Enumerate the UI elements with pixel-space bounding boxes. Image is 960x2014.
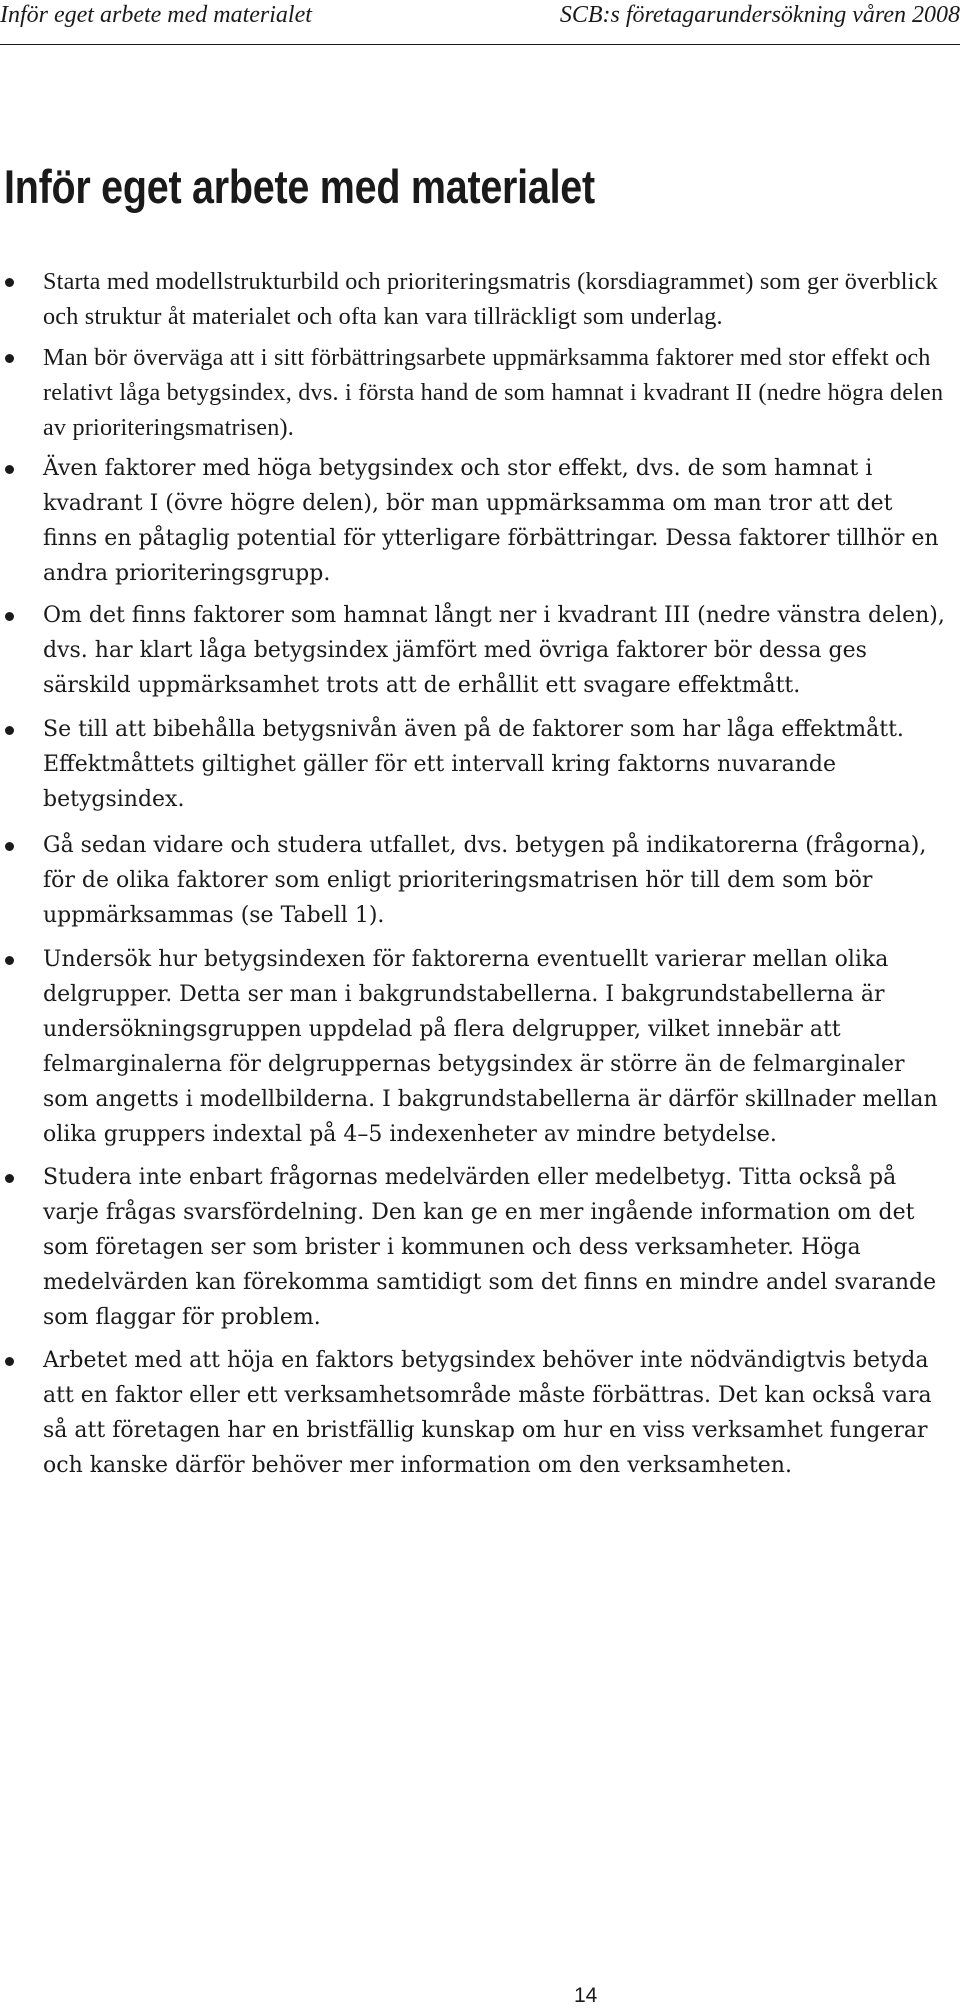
bullet-icon	[5, 726, 14, 735]
list-item	[0, 598, 950, 703]
bullet-icon	[5, 1174, 14, 1183]
list-item-text: Om det finns faktorer som hamnat långt ner i kvadrant III (nedre vänstra delen), dvs. har klart låga betygsindex jämfört med övriga faktorer bör dessa ges särskild uppmärksamhet trots att de erhållit ett svagare effektmått.	[43, 603, 945, 698]
running-header	[0, 0, 960, 45]
list-item-text: Även faktorer med höga betygsindex och stor effekt, dvs. de som hamnat i kvadrant I (övre högre delen), bör man uppmärksamma om man tror att det finns en påtaglig potential för ytterligare förbättringar. Dessa faktorer tillhör en andra prioriteringsgrupp.	[43, 456, 939, 586]
list-item	[0, 264, 950, 334]
bullet-icon	[5, 465, 14, 474]
bullet-icon	[5, 612, 14, 621]
list-item-text: Man bör överväga att i sitt förbättringsarbete uppmärksamma faktorer med stor effekt och relativt låga betygsindex, dvs. i första hand de som hamnat i kvadrant II (nedre högra delen av prioriteringsmatrisen).	[43, 344, 944, 441]
list-item-text: Starta med modellstrukturbild och prioriteringsmatris (korsdiagrammet) som ger överblick och struktur åt materialet och ofta kan vara tillräckligt som underlag.	[43, 268, 938, 330]
bullet-icon	[5, 278, 14, 287]
list-item	[0, 712, 950, 817]
list-item-text: Arbetet med att höja en faktors betygsindex behöver inte nödvändigtvis betyda att en faktor eller ett verksamhetsområde måste förbättras. Det kan också vara så att företagen har en bristfällig kunskap om hur en viss verksamhet fungerar och kanske därför behöver mer information om den verksamheten.	[43, 1348, 932, 1478]
bullet-icon	[5, 956, 14, 965]
list-item	[0, 340, 950, 445]
list-item-text: Studera inte enbart frågornas medelvärden eller medelbetyg. Titta också på varje frågas svarsfördelning. Den kan ge en mer ingående information om det som företagen ser som brister i kommunen och dess verksamheter. Höga medelvärden kan förekomma samtidigt som det finns en mindre andel svarande som flaggar för problem.	[43, 1165, 937, 1330]
header-document-section: Inför eget arbete med materialet	[0, 2, 312, 28]
bullet-list	[0, 264, 950, 1483]
bullet-icon	[5, 842, 14, 851]
list-item-text: Gå sedan vidare och studera utfallet, dvs. betygen på indikatorerna (frågorna), för de olika faktorer som enligt prioriteringsmatrisen hör till dem som bör uppmärksammas (se Tabell 1).	[43, 833, 927, 928]
header-publication-title: SCB:s företagarundersökning våren 2008	[559, 2, 960, 28]
list-item	[0, 1160, 950, 1335]
bullet-icon	[5, 354, 14, 363]
list-item-text: Se till att bibehålla betygsnivån även på de faktorer som har låga effektmått. Effektmåttets giltighet gäller för ett intervall kring faktorns nuvarande betygsindex.	[43, 717, 904, 812]
list-item-text: Undersök hur betygsindexen för faktorerna eventuellt varierar mellan olika delgrupper. Detta ser man i bakgrundstabellerna. I bakgrundstabellerna är undersökningsgruppen uppdelad på flera delgrupper, vilket innebär att felmarginalerna för delgruppernas betygsindex är större än de felmarginaler som angetts i modellbilderna. I bakgrundstabellerna är därför skillnader mellan olika gruppers indextal på 4–5 indexenheter av mindre betydelse.	[43, 947, 938, 1147]
list-item	[0, 828, 950, 933]
page-number: 14	[574, 1984, 598, 2007]
list-item	[0, 451, 950, 591]
list-item	[0, 1343, 950, 1483]
bullet-icon	[5, 1357, 14, 1366]
list-item	[0, 942, 950, 1152]
page-title: Inför eget arbete med materialet	[4, 160, 595, 213]
